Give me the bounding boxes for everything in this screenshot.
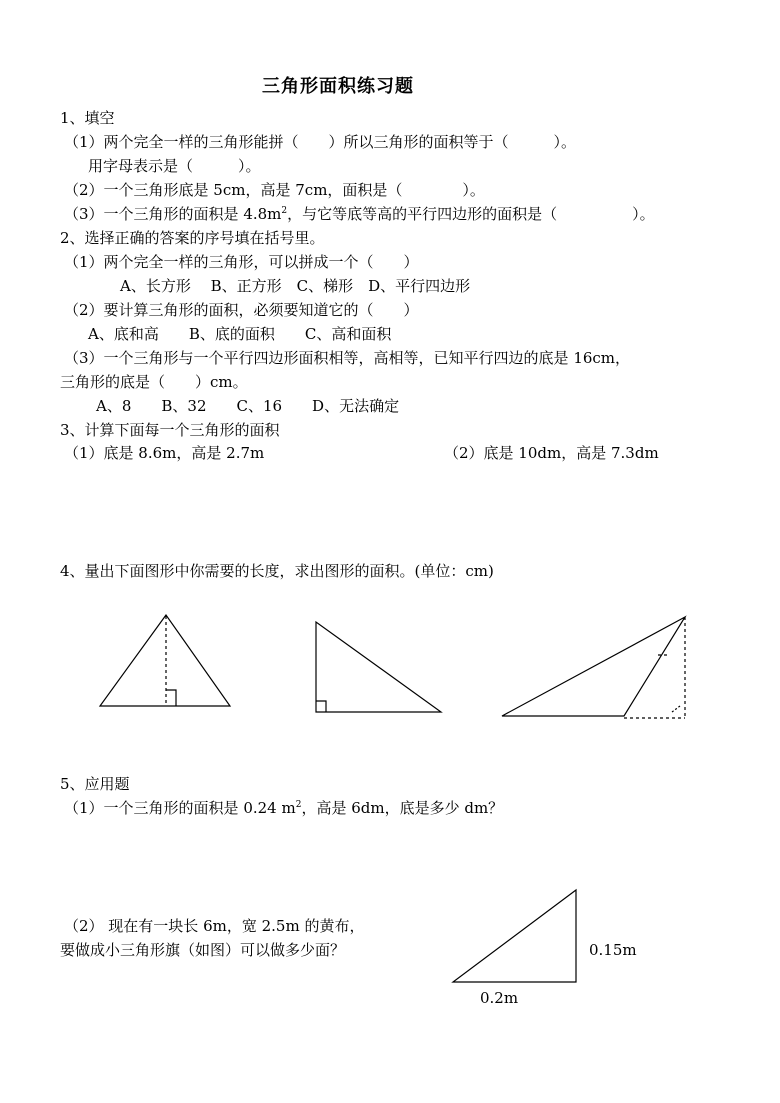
unit-exponent: 2	[281, 206, 288, 216]
page-title: 三角形面积练习题	[262, 76, 414, 97]
triangle-outline	[316, 622, 441, 712]
section-4-heading: 4、量出下面图形中你需要的长度，求出图形的面积。(单位：cm)	[60, 562, 494, 580]
section-1-question-3-text-end: ，与它等底等高的平行四边形的面积是（ ）。	[287, 205, 655, 223]
section-3-heading: 3、计算下面每一个三角形的面积	[60, 421, 280, 439]
triangle-figure-3	[502, 617, 685, 718]
section-5-question-2: （2） 现在有一块长 6m，宽 2.5m 的黄布，	[64, 917, 365, 935]
triangle-outline	[502, 617, 685, 716]
flag-height-label: 0.15m	[589, 941, 637, 959]
flag-triangle	[453, 890, 576, 982]
section-5-question-1-text-end: ，高是 6dm，底是多少 dm？	[301, 799, 504, 817]
section-5-question-1-text: （1）一个三角形的面积是 0.24 m	[64, 799, 296, 817]
section-1-question-1-formula: 用字母表示是（ ）。	[88, 157, 261, 175]
section-5-heading: 5、应用题	[60, 775, 130, 793]
unit-exponent: 2	[295, 800, 302, 810]
section-2-question-2-options: A、底和高 B、底的面积 C、高和面积	[88, 325, 392, 343]
section-5-question-2-continued: 要做成小三角形旗（如图）可以做多少面？	[60, 941, 346, 959]
triangle-outline	[453, 890, 576, 982]
section-3-question-1: （1）底是 8.6m，高是 2.7m	[64, 444, 265, 462]
section-2-question-3-options: A、8 B、32 C、16 D、无法确定	[96, 397, 400, 415]
triangle-figure-2	[316, 622, 441, 712]
right-angle-marker	[316, 701, 326, 712]
section-2-question-2: （2）要计算三角形的面积，必须要知道它的（ ）	[64, 301, 419, 319]
section-2-heading: 2、选择正确的答案的序号填在括号里。	[60, 229, 325, 247]
section-2-question-1: （1）两个完全一样的三角形，可以拼成一个（ ）	[64, 253, 419, 271]
right-angle-marker	[672, 706, 680, 712]
triangle-outline	[100, 615, 230, 706]
section-2-question-1-options: A、长方形 B、正方形 C、梯形 D、平行四边形	[120, 277, 471, 295]
section-3-question-2: （2）底是 10dm，高是 7.3dm	[444, 444, 659, 462]
triangle-figure-1	[100, 615, 230, 706]
section-2-question-3-continued: 三角形的底是（ ）cm。	[60, 373, 248, 391]
section-1-question-2: （2）一个三角形底是 5cm，高是 7cm，面积是（ ）。	[64, 181, 485, 199]
section-1-question-1: （1）两个完全一样的三角形能拼（ ）所以三角形的面积等于（ ）。	[64, 133, 577, 151]
section-2-question-3: （3）一个三角形与一个平行四边形面积相等，高相等，已知平行四边的底是 16cm，	[64, 349, 631, 367]
section-1-question-3-text: （3）一个三角形的面积是 4.8m	[64, 205, 282, 223]
section-1-heading: 1、填空	[60, 109, 115, 127]
right-angle-marker	[166, 690, 176, 706]
flag-base-label: 0.2m	[480, 989, 519, 1007]
